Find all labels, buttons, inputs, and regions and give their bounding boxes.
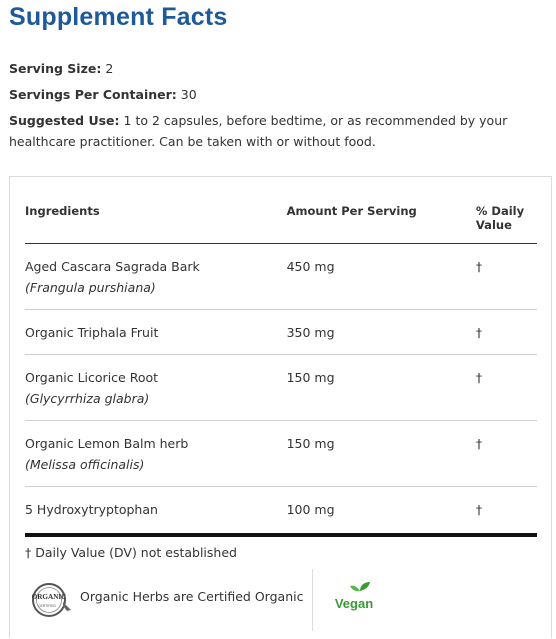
ingredient-name: Organic Lemon Balm herb <box>25 436 189 451</box>
suggested-use-value: 1 to 2 capsules, before bedtime, or as recommended by your healthcare practitioner. Can be taken with or without food. <box>9 113 508 149</box>
ingredient-latin-name: (Melissa officinalis) <box>25 457 145 472</box>
table-row <box>25 355 537 421</box>
table-header-row <box>25 197 537 244</box>
vegan-logo-text: Vegan <box>334 596 374 611</box>
daily-value-cell: † <box>476 421 537 487</box>
organic-certified-logo <box>27 582 75 618</box>
serving-size-value: 2 <box>105 61 114 76</box>
daily-value-footnote: † Daily Value (DV) not established <box>25 545 237 560</box>
amount-cell: 100 mg <box>287 487 476 536</box>
ingredient-cell <box>25 244 287 310</box>
daily-value-cell: † <box>476 355 537 421</box>
suggested-use <box>9 110 549 152</box>
servings-per-container <box>9 84 197 105</box>
ingredient-latin-name: (Frangula purshiana) <box>25 280 156 295</box>
page-title: Supplement Facts <box>9 3 228 31</box>
table-row <box>25 310 537 355</box>
daily-value-cell: † <box>476 244 537 310</box>
ingredient-name: 5 Hydroxytryptophan <box>25 502 158 517</box>
table-row <box>25 487 537 536</box>
organic-logo-subtext: CERTIFIED <box>38 604 56 608</box>
header-ingredients: Ingredients <box>25 197 287 244</box>
suggested-use-label: Suggested Use: <box>9 113 120 128</box>
ingredient-name: Organic Triphala Fruit <box>25 325 159 340</box>
table-row <box>25 244 537 310</box>
ingredient-cell <box>25 310 287 355</box>
header-amount: Amount Per Serving <box>287 197 476 244</box>
organic-caption: Organic Herbs are Certified Organic <box>80 589 304 604</box>
ingredient-cell <box>25 487 287 536</box>
ingredient-name: Aged Cascara Sagrada Bark <box>25 259 200 274</box>
facts-panel <box>9 176 552 638</box>
ingredient-cell <box>25 355 287 421</box>
amount-cell: 350 mg <box>287 310 476 355</box>
table-row <box>25 421 537 487</box>
amount-cell: 150 mg <box>287 355 476 421</box>
servings-per-container-label: Servings Per Container: <box>9 87 177 102</box>
serving-size-label: Serving Size: <box>9 61 102 76</box>
vegan-logo <box>330 581 380 613</box>
serving-size <box>9 58 113 79</box>
ingredient-name: Organic Licorice Root <box>25 370 159 385</box>
amount-cell: 150 mg <box>287 421 476 487</box>
daily-value-cell: † <box>476 310 537 355</box>
badge-divider <box>312 569 313 631</box>
servings-per-container-value: 30 <box>180 87 197 102</box>
amount-cell: 450 mg <box>287 244 476 310</box>
certification-badges <box>10 569 551 631</box>
organic-logo-text: ORGANIC <box>31 593 67 601</box>
ingredient-latin-name: (Glycyrrhiza glabra) <box>25 391 150 406</box>
daily-value-cell: † <box>476 487 537 536</box>
header-daily-value: % Daily Value <box>476 197 537 244</box>
ingredient-cell <box>25 421 287 487</box>
ingredients-table <box>25 197 537 537</box>
